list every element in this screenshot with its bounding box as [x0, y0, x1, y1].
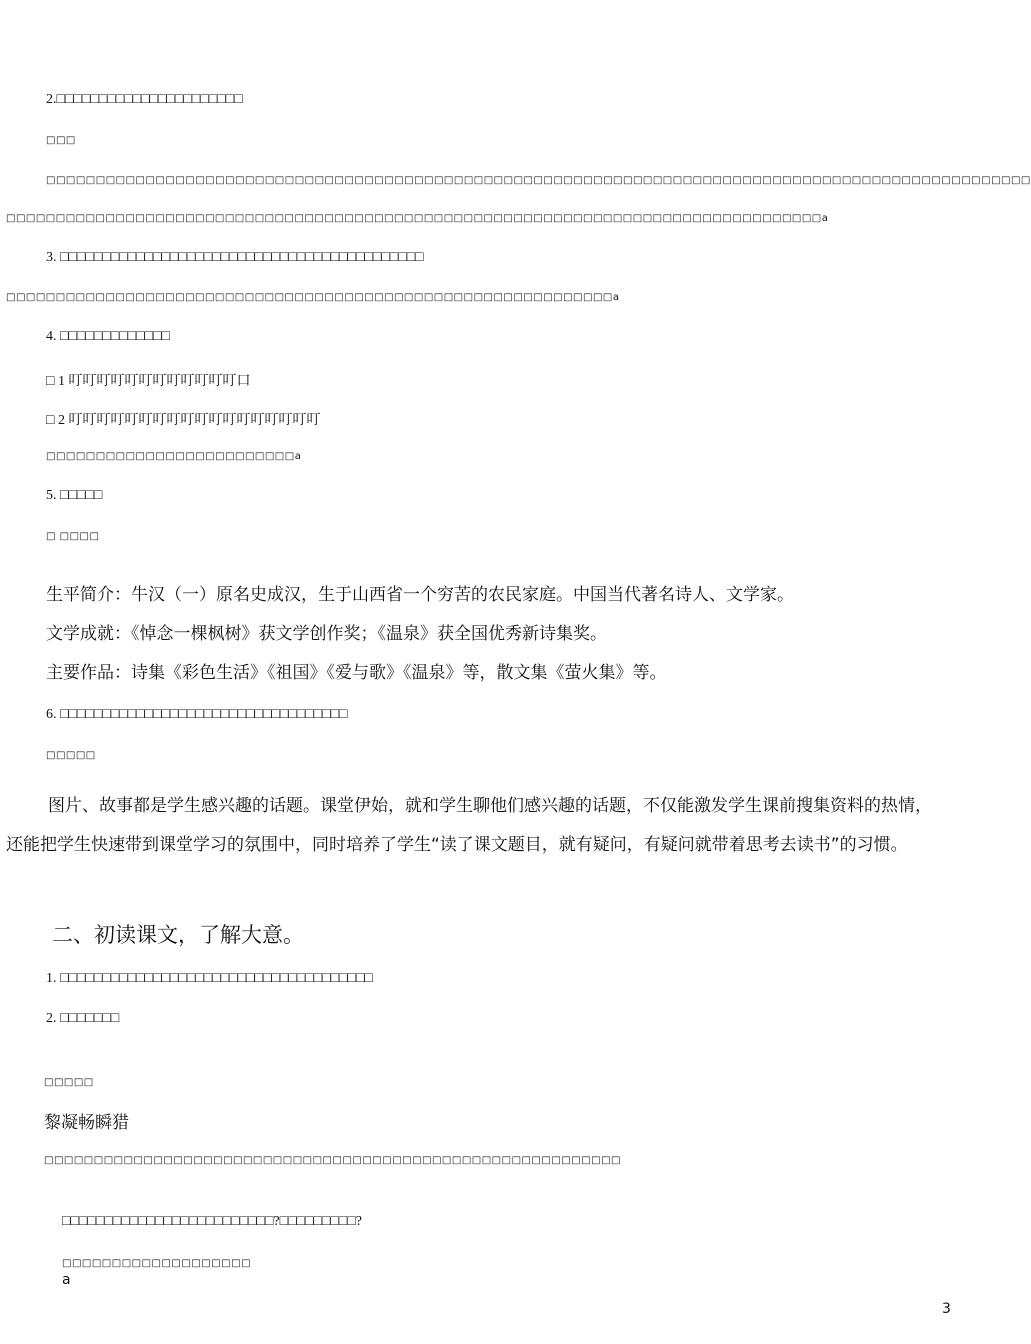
section-2-heading: 二、初读课文，了解大意。: [52, 923, 304, 947]
item4-option-2: □ 2 叮叮叮叮叮叮叮叮叮叮叮叮叮叮叮叮叮叮: [46, 413, 321, 428]
item5-heading: 5. □□□□□: [46, 488, 103, 503]
item3-heading: 3. □□□□□□□□□□□□□□□□□□□□□□□□□□□□□□□□□□□□□□□□□□□: [46, 250, 424, 265]
item6-subheading: □□□□□: [46, 750, 96, 761]
bio-life-intro: 生平简介：牛汉（一）原名史成汉，生于山西省一个穷苦的农民家庭。中国当代著名诗人、文学家。: [46, 585, 794, 605]
item2-subheading: □□□: [46, 135, 76, 146]
teaching-comment-paragraph: 图片、故事都是学生感兴趣的话题。课堂伊始，就和学生聊他们感兴趣的话题，不仅能激发学生课前搜集资料的热情，还能把学生快速带到课堂学习的氛围中，同时培养了学生“读了课文题目，就有疑问，有疑问就带着思考去读书”的习惯。: [6, 796, 932, 855]
vocab-box-answer: □□□□□□□□□□□□□□□□□□□: [62, 1258, 252, 1269]
vocab-box-question: □□□□□□□□□□□□□□□□□□□□□□□□□?□□□□□□□□□?: [62, 1214, 362, 1229]
vocab-box-words: 黎凝畅瞬猎: [44, 1113, 129, 1133]
item4-heading: 4. □□□□□□□□□□□□□: [46, 329, 170, 344]
item4-tail: □□□□□□□□□□□□□□□□□□□□□□□□□a: [46, 451, 302, 462]
bio-literary-achievement: 文学成就：《悼念一棵枫树》获文学创作奖；《温泉》获全国优秀新诗集奖。: [46, 624, 607, 644]
item2-body-line1: □□□□□□□□□□□□□□□□□□□□□□□□□□□□□□□□□□□□□□□□□□□□□□□□□□□□□□□□□□□□□□□□□□□□□□□□□□□□□□□□□□□□□□□□□□□□□□□□□□□: [46, 175, 1031, 186]
vocab-box-instruction: □□□□□□□□□□□□□□□□□□□□□□□□□□□□□□□□□□□□□□□□□□□□□□□□□□□□□□□□□□: [44, 1155, 621, 1166]
item5-subheading: □ □□□□: [46, 531, 100, 542]
bio-major-works: 主要作品：诗集《彩色生活》《祖国》《爱与歌》《温泉》等，散文集《萤火集》等。: [46, 663, 667, 683]
item4-option-1: □ 1 叮叮叮叮叮叮叮叮叮叮叮叮口: [46, 374, 251, 389]
section2-item-1: 1. □□□□□□□□□□□□□□□□□□□□□□□□□□□□□□□□□□□□□: [46, 971, 373, 986]
item2-heading: 2.□□□□□□□□□□□□□□□□□□□□□□: [46, 92, 243, 107]
item3-body: □□□□□□□□□□□□□□□□□□□□□□□□□□□□□□□□□□□□□□□□□□□□□□□□□□□□□□□□□□□□□a: [6, 292, 620, 303]
section2-item-2: 2. □□□□□□□: [46, 1011, 120, 1026]
vocab-box-title: □□□□□: [44, 1077, 94, 1088]
page-number: 3: [942, 1301, 951, 1317]
item6-heading: 6. □□□□□□□□□□□□□□□□□□□□□□□□□□□□□□□□□□: [46, 707, 348, 722]
item2-body-line2: □□□□□□□□□□□□□□□□□□□□□□□□□□□□□□□□□□□□□□□□□□□□□□□□□□□□□□□□□□□□□□□□□□□□□□□□□□□□□□□□□□a: [6, 213, 829, 224]
vocab-box-answer-tail: a: [62, 1272, 71, 1288]
